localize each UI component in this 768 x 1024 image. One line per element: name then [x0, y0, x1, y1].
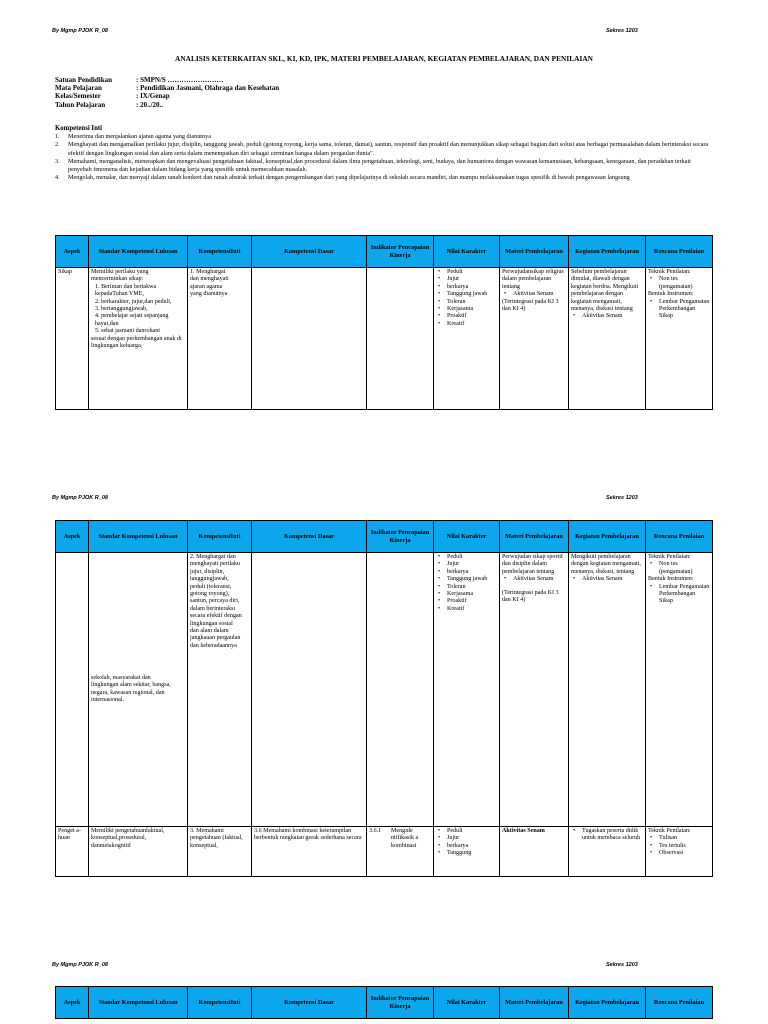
list-item: • Peduli: [436, 269, 497, 276]
meta-value: : IX/Genap: [136, 92, 170, 101]
list-item: • Tanggung jawab: [436, 291, 497, 298]
list-item: • Jujur: [436, 561, 497, 568]
cell-ki: [188, 268, 252, 410]
meta-value: : Pendidikan Jasmani, Olahraga dan Kesehatan: [136, 84, 280, 93]
list-item: • Peduli: [436, 554, 497, 561]
col-ipk: Indikator Pencapaian Kinerja: [367, 987, 434, 1019]
meta-row: [55, 84, 279, 92]
kegiatan-text: Mengikuti pembelajaran dengan kegiatan mengamati, menanya, diskusi, tentang: [571, 554, 641, 575]
cell-penilaian: [646, 827, 713, 877]
document-title: ANALISIS KETERKAITAN SKL, KI, KD, IPK, MATERI PEMBELAJARAN, KEGIATAN PEMBELAJARAN, DAN PENILAIAN: [175, 54, 593, 63]
header-right: Sekres 1203: [606, 28, 638, 34]
ki-text: Mengolah, menalar, dan menyaji dalam ranah konkret dan ranah abstrak terkait dengan pengembangan dari yang dipelajarinya di sekolah secara mandiri, dan mampu melaksanakan tugas spesifik di bawah pengawasan langsung: [68, 174, 630, 182]
skl-tail: sesuai dengan perkembangan anak di lingkungan keluarga,: [91, 335, 182, 350]
ki-item: [55, 133, 715, 141]
cell-aspek: Penget a-huan: [56, 827, 89, 877]
col-aspek: Aspek: [56, 987, 89, 1019]
list-item: • Kerjasama: [436, 306, 497, 313]
cell-kd: 3.6 Memahami kombinasi keterampilan berbentuk rangkaian gerak sederhana secara: [252, 827, 367, 877]
cell-skl: [89, 553, 188, 827]
col-kegiatan: Kegiatan Pembelajaran: [569, 236, 646, 268]
list-item: • Tanggung jawab: [436, 576, 497, 583]
col-ki: KompetensiInti: [188, 521, 252, 553]
cell-skl: Memiliki pengetahuanfaktual, konseptual,prosedural, danmetakognitif: [89, 827, 188, 877]
list-item: • Kreatif: [436, 321, 497, 328]
ki-item: [55, 158, 715, 174]
ki-text: Menerima dan menjalankan ajaran agama yang dianutnya: [68, 133, 211, 141]
list-item: • Toleran: [436, 299, 497, 306]
ki-number: 2.: [55, 141, 60, 149]
ki-text: 1. Menghargai dan menghayati ajaran agama yang dianutnya: [190, 269, 229, 298]
penilaian-item: • Non tes (pengamatan): [648, 561, 710, 576]
col-materi: Materi Pembelajaran: [500, 521, 569, 553]
skl-item: 5. sehat jasmani danrohani: [95, 328, 160, 335]
ki-text: Menghayati dan mengamalkan perilaku jujur, disiplin, tanggung jawab, peduli (gotong royong, kerja sama, toleran, damai), santun, responsif dan proaktif dan menunjukkan sikap sebagai bagian dari solusi atas berbagai permasalahan dalam berinteraksi secara efektif dengan lingkungan sosial dan alam serta dalam menempatkan diri sebagai cerminan bangsa dalam pergaulan dunia".: [68, 141, 709, 157]
analysis-table-2: [55, 520, 713, 877]
table-header-row: [56, 521, 713, 553]
col-materi: Materi Pembelajaran: [500, 987, 569, 1019]
kegiatan-item: • Tugaskan peserta didik untuk membaca seluruh: [571, 828, 643, 843]
col-aspek: Aspek: [56, 236, 89, 268]
penilaian-item: • Non tes (pengamatan): [648, 276, 710, 291]
cell-kd: [252, 553, 367, 827]
col-nilai: Nilai Karakter: [434, 236, 500, 268]
list-item: • Kerjasama: [436, 591, 497, 598]
cell-ipk: [367, 553, 434, 827]
penilaian-item: • Lembar Pengamatan Perkembangan Sikap: [648, 299, 710, 321]
list-item: • Tanggung: [436, 850, 497, 857]
ki-item: [55, 174, 715, 182]
materi-intro: Perwujudansikap religius dalam pembelajaran tentang: [502, 269, 564, 290]
cell-penilaian: [646, 553, 713, 827]
col-aspek: Aspek: [56, 521, 89, 553]
col-penilaian: Rencana Penilaian: [646, 521, 713, 553]
ipk-text: Mengide ntifikasik a kombinasi: [391, 828, 419, 849]
cell-skl: [89, 268, 188, 410]
materi-tail: (Terintegrasi pada KI 3 dan KI 4): [502, 589, 559, 604]
meta-row: [55, 92, 279, 100]
cell-materi: [500, 268, 569, 410]
col-kd: Kompetensi Dasar: [252, 236, 367, 268]
table-row: [56, 827, 713, 877]
cell-kegiatan: [569, 827, 646, 877]
nilai-list: [436, 828, 497, 858]
col-kd: Kompetensi Dasar: [252, 521, 367, 553]
ki-number: 1.: [55, 133, 60, 141]
analysis-table-3: [55, 986, 713, 1019]
cell-nilai: [434, 827, 500, 877]
table-row: [56, 268, 713, 410]
materi-item: • Aktivitas Senam: [502, 576, 566, 583]
ki-text: 2. Menghargai dan menghayati perilaku jujur, disiplin, tanggungjawab, peduli (toleransi, gotong royong), santun, percaya diri, dalam berinteraksi secara efektif dengan lingkungan sosial dan alam dalam jangkauan pergaulan dan keberadaannya: [190, 554, 242, 649]
penilaian-item: • Lembar Pengamatan Perkembangan Sikap: [648, 584, 710, 606]
col-nilai: Nilai Karakter: [434, 521, 500, 553]
col-ipk: Indikator Pencapaian Kinerja: [367, 521, 434, 553]
skl-item: 3. bertanggungjawab,: [95, 306, 148, 313]
cell-materi: [500, 553, 569, 827]
col-kegiatan: Kegiatan Pembelajaran: [569, 521, 646, 553]
col-materi: Materi Pembelajaran: [500, 236, 569, 268]
cell-ipk: [367, 268, 434, 410]
list-item: • Peduli: [436, 828, 497, 835]
kegiatan-item: • Aktivitas Senam: [571, 313, 643, 320]
penilaian-item: • Tulisan: [648, 835, 710, 842]
list-item: • Proaktif: [436, 313, 497, 320]
col-kegiatan: Kegiatan Pembelajaran: [569, 987, 646, 1019]
analysis-table-1: [55, 235, 713, 410]
materi-intro: Perwujudan sikap sportif dan disiplin dalam pembelajaran tentang: [502, 554, 563, 575]
penilaian-bentuk: Bentuk Instrumen:: [648, 576, 694, 583]
col-nilai: Nilai Karakter: [434, 987, 500, 1019]
ipk-item: [369, 828, 431, 850]
meta-key: Satuan Pendidikan: [55, 76, 112, 84]
list-item: • Proaktif: [436, 598, 497, 605]
cell-nilai: [434, 553, 500, 827]
penilaian-bentuk: Bentuk Instrumen:: [648, 291, 694, 298]
ki-heading: Kompetensi Inti: [55, 125, 103, 132]
table-header-row: [56, 236, 713, 268]
meta-value: : 20../20..: [136, 100, 164, 109]
penilaian-teknik: Teknik Penilaian:: [648, 554, 691, 560]
list-item: • Jujur: [436, 835, 497, 842]
cell-penilaian: [646, 268, 713, 410]
materi-tail: (Terintegrasi pada KI 3 dan KI 4): [502, 298, 559, 313]
skl-text: sekolah, masyarakat dan lingkungan alam sekitar, bangsa, negara, kawasan regional, dan internasional.: [91, 674, 171, 703]
col-skl: Standar Kompetensi Lulusan: [89, 987, 188, 1019]
meta-key: Mata Pelajaran: [55, 84, 102, 93]
skl-intro: Memiliki perilaku yang mencerminkan sikap:: [91, 269, 149, 283]
col-skl: Standar Kompetensi Lulusan: [89, 236, 188, 268]
list-item: • Jujur: [436, 276, 497, 283]
cell-nilai: [434, 268, 500, 410]
cell-aspek: [56, 553, 89, 827]
kegiatan-item: • Aktivitas Senam: [571, 576, 643, 583]
header-left: By Mgmp PJOK R_08: [52, 28, 108, 34]
kompetensi-inti-section: [55, 125, 715, 182]
ki-text: Memahami, menganalisis, menerapkan dan mengevaluasi pengetahuan faktual, konseptual,dan procedural dalam ilmu pengetahuan, teknologi, seni, budaya, dan humaniora dengan wawasan kemanusiaan, kebangsaan, kenegaraan, dan peradaban terkait penyebab fenomena dan kejadian dalam bidang kerja yang spesifik untuk memecahkan masalah.: [68, 157, 691, 174]
meta-row: [55, 76, 279, 84]
cell-materi: Aktivitas Senam: [500, 827, 569, 877]
cell-ki: 3. Memahami pengetahuan (faktual, konseptual,: [188, 827, 252, 877]
cell-ipk: [367, 827, 434, 877]
table-row: [56, 553, 713, 827]
header-right: Sekres 1203: [606, 962, 638, 968]
list-item: • Toleran: [436, 584, 497, 591]
col-skl: Standar Kompetensi Lulusan: [89, 521, 188, 553]
materi-item: • Aktivitas Senam: [502, 291, 566, 298]
meta-value: : SMPN/S ……………………: [136, 76, 224, 84]
col-penilaian: Rencana Penilaian: [646, 236, 713, 268]
skl-item: 4. pembelajar sejati sepanjang hayat,dan: [95, 313, 169, 327]
nilai-list: [436, 269, 497, 328]
penilaian-teknik: Teknik Penilaian:: [648, 828, 691, 834]
cell-kd: [252, 268, 367, 410]
meta-key: Tahun Pelajaran: [55, 100, 106, 109]
list-item: • berkarya: [436, 569, 497, 576]
ki-number: 4.: [55, 174, 60, 182]
identity-block: [55, 76, 279, 109]
list-item: • Kreatif: [436, 606, 497, 613]
col-ipk: Indikator Pencapaian Kinerja: [367, 236, 434, 268]
ki-number: 3.: [55, 157, 60, 165]
col-ki: KompetensiInti: [188, 236, 252, 268]
list-item: • berkarya: [436, 284, 497, 291]
penilaian-teknik: Teknik Penilaian:: [648, 269, 691, 275]
cell-kegiatan: [569, 553, 646, 827]
penilaian-item: • Tes tertulis: [648, 843, 710, 850]
meta-row: [55, 101, 279, 109]
table-header-row: [56, 987, 713, 1019]
skl-item: 2. berkarakter, jujur,dan peduli,: [95, 298, 172, 305]
cell-kegiatan: [569, 268, 646, 410]
header-right: Sekres 1203: [606, 495, 638, 501]
cell-ki: [188, 553, 252, 827]
skl-item: 1. Beriman dan bertakwa kepadaTuhan YME,: [95, 283, 157, 298]
meta-key: Kelas/Semester: [55, 92, 101, 101]
cell-aspek: Sikap: [56, 268, 89, 410]
col-penilaian: Rencana Penilaian: [646, 987, 713, 1019]
nilai-list: [436, 554, 497, 613]
header-left: By Mgmp PJOK R_08: [52, 495, 108, 501]
col-kd: Kompetensi Dasar: [252, 987, 367, 1019]
header-left: By Mgmp PJOK R_08: [52, 962, 108, 968]
kegiatan-text: Sebelum pembelajaran dimulai, diawali dengan kegiatan berdoa. Mengikuti pembelajaran dengan kegiatan mengamati, menanya, diskusi tentang: [571, 269, 639, 313]
col-ki: KompetensiInti: [188, 987, 252, 1019]
ipk-number: 3.6.1: [369, 828, 382, 834]
penilaian-item: • Observasi: [648, 850, 710, 857]
ki-item: [55, 141, 715, 157]
list-item: • berkarya: [436, 843, 497, 850]
